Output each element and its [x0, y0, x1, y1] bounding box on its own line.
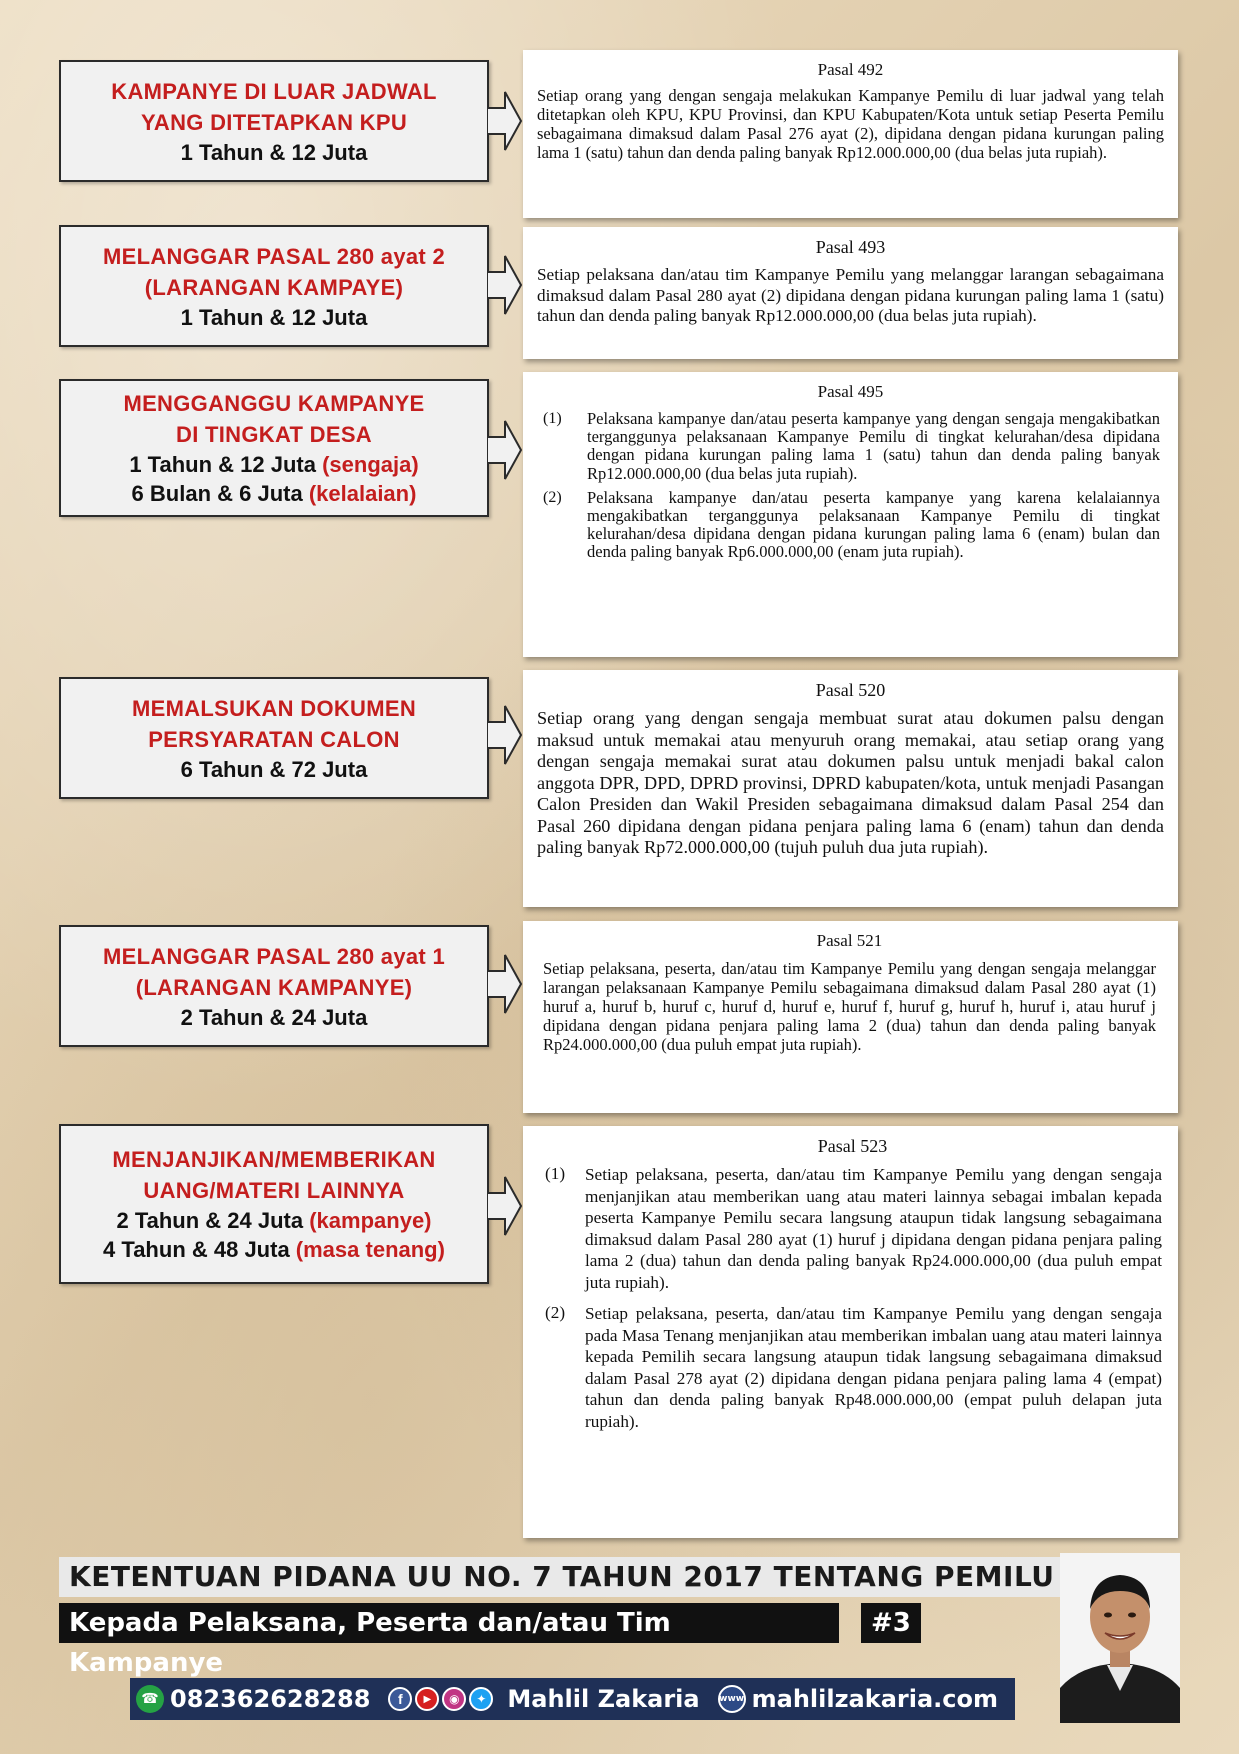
- penalty-line: [132, 479, 417, 508]
- article-item-text: Pelaksana kampanye dan/atau peserta kampanye yang dengan sengaja mengakibatkan terganggunya pelaksanaan Kampanye Pemilu di tingkat kelurahan/desa dipidana dengan pidana kurungan paling lama 1 (satu) tahun dan denda paling banyak Rp12.000.000,00 (dua belas juta rupiah).: [587, 409, 1160, 483]
- article-title: Pasal 493: [815, 237, 886, 257]
- contact-bar: [130, 1678, 1015, 1720]
- footer-number: #3: [861, 1603, 921, 1643]
- author-portrait-image: [1060, 1553, 1180, 1723]
- offense-title-line: DI TINGKAT DESA: [176, 422, 372, 447]
- offense-box: [59, 379, 489, 517]
- article-item-text: Pelaksana kampanye dan/atau peserta kampanye yang karena kelalaiannya mengakibatkan terganggunya pelaksanaan Kampanye Pemilu di tingkat kelurahan/desa dipidana dengan pidana kurungan paling lama 6 (enam) bulan dan denda paling banyak Rp6.000.000,00 (enam juta rupiah).: [587, 487, 1160, 562]
- contact-website[interactable]: mahlilzakaria.com: [751, 1685, 998, 1713]
- offense-title-line: MENGGANGGU KAMPANYE: [123, 391, 425, 416]
- www-globe-icon[interactable]: www: [718, 1685, 746, 1713]
- article-item: [543, 1164, 1162, 1293]
- offense-title-line: MELANGGAR PASAL 280 ayat 2: [103, 243, 445, 269]
- offense-box: [59, 225, 489, 347]
- offense-title-line: (LARANGAN KAMPANYE): [135, 974, 413, 1000]
- offense-title-line: MENJANJIKAN/MEMBERIKAN: [112, 1147, 436, 1172]
- offense-box: [59, 677, 489, 799]
- article-title: Pasal 492: [817, 60, 884, 79]
- penalty-note: (masa tenang): [295, 1237, 445, 1262]
- offense-title-line: PERSYARATAN CALON: [148, 726, 400, 752]
- contact-name: Mahlil Zakaria: [507, 1685, 700, 1713]
- penalty-text: 2 Tahun & 24 Juta: [116, 1208, 310, 1233]
- article-title: Pasal 523: [817, 1136, 888, 1156]
- offense-title-line: MEMALSUKAN DOKUMEN: [131, 695, 417, 721]
- offense-box: [59, 925, 489, 1047]
- penalty-note: (kelalaian): [308, 481, 417, 506]
- footer-subtitle: Kepada Pelaksana, Peserta dan/atau Tim Kampanye: [59, 1603, 839, 1643]
- offense-title-line: MELANGGAR PASAL 280 ayat 1: [103, 943, 445, 969]
- twitter-icon[interactable]: ✦: [469, 1687, 493, 1711]
- youtube-icon[interactable]: ▶: [415, 1687, 439, 1711]
- article-item-text: Setiap pelaksana, peserta, dan/atau tim Kampanye Pemilu yang dengan sengaja menjanjikan atau memberikan uang atau materi lainnya sebagai imbalan kepada peserta Kampanye Pemilu secara langsung ataupun tidak langsung sebagaimana dimaksud dalam Pasal 280 ayat (1) huruf j dipidana dengan pidana penjara paling lama 2 (dua) tahun dan denda paling banyak Rp24.000.000,00 (dua puluh empat juta rupiah).: [585, 1165, 1162, 1292]
- article-text: Setiap pelaksana dan/atau tim Kampanye Pemilu yang melanggar larangan sebagaimana dimaksud dalam Pasal 280 ayat (2) dipidana dengan pidana kurungan paling lama 1 (satu) tahun dan denda paling banyak Rp12.000.000,00 (dua belas juta rupiah).: [537, 265, 1164, 326]
- article-item: [541, 410, 1160, 483]
- offense-title-line: KAMPANYE DI LUAR JADWAL: [111, 78, 437, 104]
- penalty-line: [103, 1235, 445, 1264]
- article-box: [523, 372, 1178, 657]
- penalty-text: 1 Tahun & 12 Juta: [180, 139, 368, 165]
- arrow-right-icon: [487, 254, 523, 316]
- penalty-line: [116, 1206, 431, 1235]
- article-item: [541, 489, 1160, 562]
- contact-phone: 082362628288: [170, 1685, 371, 1713]
- penalty-text: 1 Tahun & 12 Juta: [129, 452, 323, 477]
- footer-subtitle-bar: [59, 1603, 921, 1678]
- article-text: Setiap pelaksana, peserta, dan/atau tim Kampanye Pemilu yang dengan sengaja melanggar larangan pelaksanaan Kampanye Pemilu sebagaimana dimaksud dalam Pasal 280 ayat (1) huruf a, huruf b, huruf c, huruf d, huruf e, huruf f, huruf g, huruf h, huruf i, atau huruf j dipidana dengan pidana penjara paling lama 2 (dua) tahun dan denda paling banyak Rp24.000.000,00 (dua puluh empat juta rupiah).: [543, 959, 1156, 1054]
- article-item-number: (2): [545, 1303, 566, 1322]
- penalty-note: (sengaja): [322, 452, 419, 477]
- article-box: [523, 1126, 1178, 1538]
- penalty-text: 4 Tahun & 48 Juta: [103, 1237, 296, 1262]
- article-item-number: (2): [543, 488, 562, 506]
- article-title: Pasal 495: [817, 382, 884, 401]
- article-title: Pasal 520: [815, 680, 886, 700]
- penalty-text: 6 Bulan & 6 Juta: [131, 481, 309, 506]
- arrow-right-icon: [487, 953, 523, 1015]
- article-text: Setiap orang yang dengan sengaja melakukan Kampanye Pemilu di luar jadwal yang telah ditetapkan oleh KPU, KPU Provinsi, dan KPU Kabupaten/Kota untuk setiap Peserta Pemilu sebagaimana dimaksud dalam Pasal 276 ayat (2), dipidana dengan pidana kurungan paling lama 1 (satu) tahun dan denda paling banyak Rp12.000.000,00 (dua belas juta rupiah).: [537, 86, 1164, 162]
- article-title: Pasal 521: [816, 931, 883, 950]
- article-text: Setiap orang yang dengan sengaja membuat surat atau dokumen palsu dengan maksud untuk memakai atau menyuruh orang memakai, atau setiap orang yang dengan sengaja memakai surat atau dokumen palsu untuk menjadi bakal calon anggota DPR, DPD, DPRD provinsi, DPRD kabupaten/kota, untuk menjadi Pasangan Calon Presiden dan Wakil Presiden sebagaimana dimaksud dalam Pasal 254 dan Pasal 260 dipidana dengan pidana penjara paling lama 6 (enam) tahun dan denda paling banyak Rp72.000.000,00 (tujuh puluh dua juta rupiah).: [537, 708, 1164, 857]
- instagram-icon[interactable]: ◉: [442, 1687, 466, 1711]
- whatsapp-icon[interactable]: ☎: [136, 1685, 164, 1713]
- offense-title-line: UANG/MATERI LAINNYA: [143, 1178, 405, 1203]
- arrow-right-icon: [487, 1175, 523, 1237]
- article-box: [523, 921, 1178, 1113]
- article-box: [523, 50, 1178, 218]
- article-item-number: (1): [543, 410, 562, 427]
- article-item-text: Setiap pelaksana, peserta, dan/atau tim Kampanye Pemilu yang dengan sengaja pada Masa Tenang menjanjikan atau memberikan imbalan uang atau materi lainnya kepada Pemilih secara langsung ataupun tidak langsung sebagaimana dimaksud dalam Pasal 278 ayat (2) dipidana dengan pidana penjara paling lama 4 (empat) tahun dan denda paling banyak Rp48.000.000,00 (empat puluh delapan juta rupiah).: [585, 1304, 1162, 1431]
- offense-box: [59, 1124, 489, 1284]
- author-photo: [1060, 1553, 1180, 1723]
- facebook-icon[interactable]: f: [388, 1687, 412, 1711]
- article-item: [543, 1303, 1162, 1432]
- penalty-line: [129, 450, 418, 479]
- offense-title-line: YANG DITETAPKAN KPU: [140, 109, 408, 135]
- article-box: [523, 227, 1178, 359]
- article-box: [523, 670, 1178, 907]
- penalty-text: 1 Tahun & 12 Juta: [180, 304, 368, 330]
- offense-title-line: (LARANGAN KAMPAYE): [144, 274, 404, 300]
- article-item-number: (1): [545, 1164, 566, 1183]
- arrow-right-icon: [487, 90, 523, 152]
- footer-title: KETENTUAN PIDANA UU NO. 7 TAHUN 2017 TENTANG PEMILU: [59, 1557, 1069, 1597]
- penalty-note: (kampanye): [309, 1208, 432, 1233]
- penalty-text: 2 Tahun & 24 Juta: [180, 1004, 368, 1030]
- penalty-text: 6 Tahun & 72 Juta: [180, 756, 368, 782]
- arrow-right-icon: [487, 704, 523, 766]
- offense-box: [59, 60, 489, 182]
- arrow-right-icon: [487, 419, 523, 481]
